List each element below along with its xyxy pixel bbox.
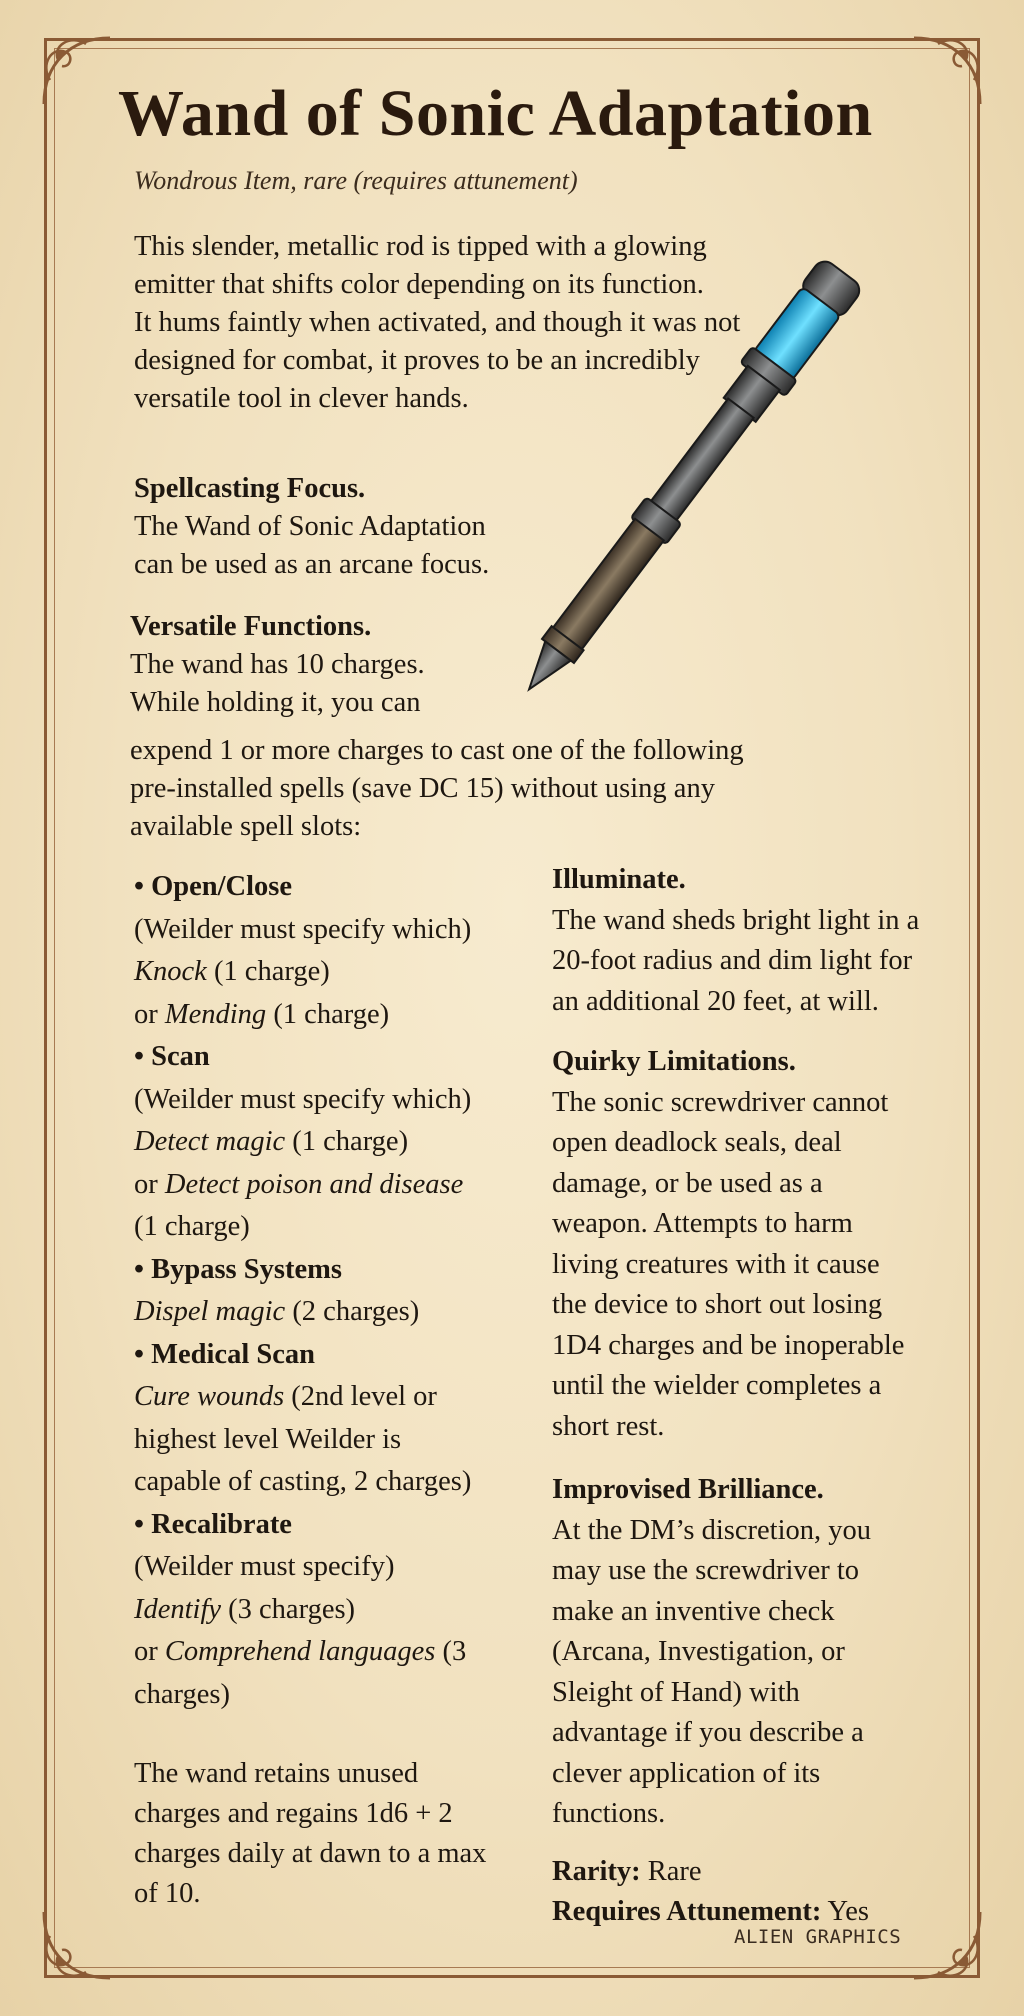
function-spell-line [134,1589,534,1632]
section-line: open deadlock seals, deal [552,1127,842,1158]
spell-name: Dispel magic [134,1296,286,1327]
corner-flourish-icon [904,1902,994,1992]
section-line: 1D4 charges and be inoperable [552,1329,905,1361]
spell-cost: (1 charge) [285,1126,409,1157]
quirky-limitations-section [552,1042,952,1447]
function-spell-line [134,1121,534,1164]
section-line: The sonic screwdriver cannot [552,1086,889,1118]
section-line: make an inventive check [552,1595,835,1627]
section-line: charges daily at dawn to a max [134,1838,487,1869]
spell-cost: charges) [134,1678,231,1710]
section-line: While holding it, you can [130,687,421,718]
spell-cost: (2nd level or [284,1381,437,1412]
section-line: weapon. Attempts to harm [552,1208,853,1239]
rarity-label: Rarity: [552,1856,641,1887]
section-line: living creatures with it cause [552,1248,880,1280]
corner-flourish-icon [30,24,120,114]
section-line: Sleight of Hand) with [552,1676,800,1708]
charge-recovery-text [134,1754,534,1914]
function-spell-line [134,994,534,1037]
or-text: or [134,1168,165,1200]
section-line: The Wand of Sonic Adaptation [134,511,486,542]
function-title: • Recalibrate [134,1508,292,1540]
attunement-value: Yes [821,1896,869,1927]
item-subtitle: Wondrous Item, rare (requires attunement) [134,166,578,195]
spell-cost: (3 charges) [221,1593,356,1625]
section-line: damage, or be used as a [552,1167,823,1199]
spell-name: Comprehend languages [164,1636,436,1667]
intro-line: designed for combat, it proves to be an incredibly [134,345,700,376]
or-text: or [134,1636,165,1667]
spell-name: Mending [164,998,267,1030]
section-line: the device to short out losing [552,1289,883,1320]
attunement-label: Requires Attunement: [552,1896,822,1927]
section-heading: Quirky Limitations. [552,1046,796,1077]
function-title: • Open/Close [134,871,293,902]
spell-name: Detect poison and disease [164,1168,464,1200]
section-heading: Versatile Functions. [130,611,372,642]
versatile-functions-section [130,608,530,722]
function-note: (Weilder must specify) [134,1551,395,1582]
illuminate-section [552,860,952,1022]
section-line: The wand sheds bright light in a [552,904,920,936]
function-title: • Bypass Systems [134,1253,342,1285]
function-spell-line [134,1164,534,1207]
spellcasting-focus-section [134,470,574,584]
section-line: 20-foot radius and dim light for [552,945,913,976]
spell-name: Detect magic [134,1126,286,1157]
rarity-value: Rare [640,1856,702,1887]
or-text: or [134,998,165,1030]
spell-name: Identify [134,1593,222,1625]
section-line: can be used as an arcane focus. [134,549,490,580]
function-spell-line [134,1291,534,1334]
section-line: short rest. [552,1410,665,1442]
spell-cost: (1 charge) [266,998,390,1030]
section-line: functions. [552,1798,666,1829]
spell-name: Knock [134,956,207,987]
section-heading: Improvised Brilliance. [552,1474,824,1505]
brand-watermark: ALIEN GRAPHICS [734,1926,902,1948]
function-note: (Weilder must specify which) [134,1083,472,1115]
function-note: highest level Weilder is [134,1423,402,1455]
spell-name: Cure wounds [134,1381,285,1412]
intro-line: It hums faintly when activated, and though it was not [134,307,741,338]
section-line: At the DM’s discretion, you [552,1514,872,1546]
item-title: Wand of Sonic Adaptation [118,77,873,150]
function-title: • Medical Scan [134,1338,315,1370]
rarity-block [552,1852,869,1932]
versatile-functions-text [130,732,850,846]
section-line: until the wielder completes a [552,1370,882,1401]
intro-line: emitter that shifts color depending on its function. [134,269,704,300]
function-spell-line [134,1631,534,1674]
improvised-brilliance-section [552,1470,952,1835]
spell-cost: (1 charge) [206,956,330,987]
section-line: an additional 20 feet, at will. [552,985,879,1017]
section-heading: Illuminate. [552,864,686,895]
section-line: pre-installed spells (save DC 15) without using any [130,773,715,804]
intro-line: This slender, metallic rod is tipped with a glowing [134,231,707,262]
function-note: (Weilder must specify which) [134,913,472,945]
rarity-line [552,1852,869,1892]
intro-line: versatile tool in clever hands. [134,383,469,414]
spell-cost: (2 charges) [285,1296,420,1327]
section-line: may use the screwdriver to [552,1555,860,1586]
corner-flourish-icon [904,24,994,114]
section-line: (Arcana, Investigation, or [552,1636,845,1667]
section-line: of 10. [134,1878,201,1909]
section-line: clever application of its [552,1757,821,1789]
spell-cost: (3 [435,1636,467,1667]
function-spell-line [134,951,534,994]
section-heading: Spellcasting Focus. [134,473,366,504]
spell-cost: (1 charge) [134,1211,250,1242]
function-list [134,866,534,1716]
function-spell-line [134,1376,534,1419]
section-line: expend 1 or more charges to cast one of the following [130,735,744,766]
section-line: available spell slots: [130,811,362,842]
function-title: • Scan [134,1041,210,1072]
section-line: The wand retains unused [134,1758,419,1789]
section-line: advantage if you describe a [552,1717,864,1748]
corner-flourish-icon [30,1902,120,1992]
function-note: capable of casting, 2 charges) [134,1466,472,1497]
section-line: charges and regains 1d6 + 2 [134,1798,453,1829]
section-line: The wand has 10 charges. [130,649,425,680]
